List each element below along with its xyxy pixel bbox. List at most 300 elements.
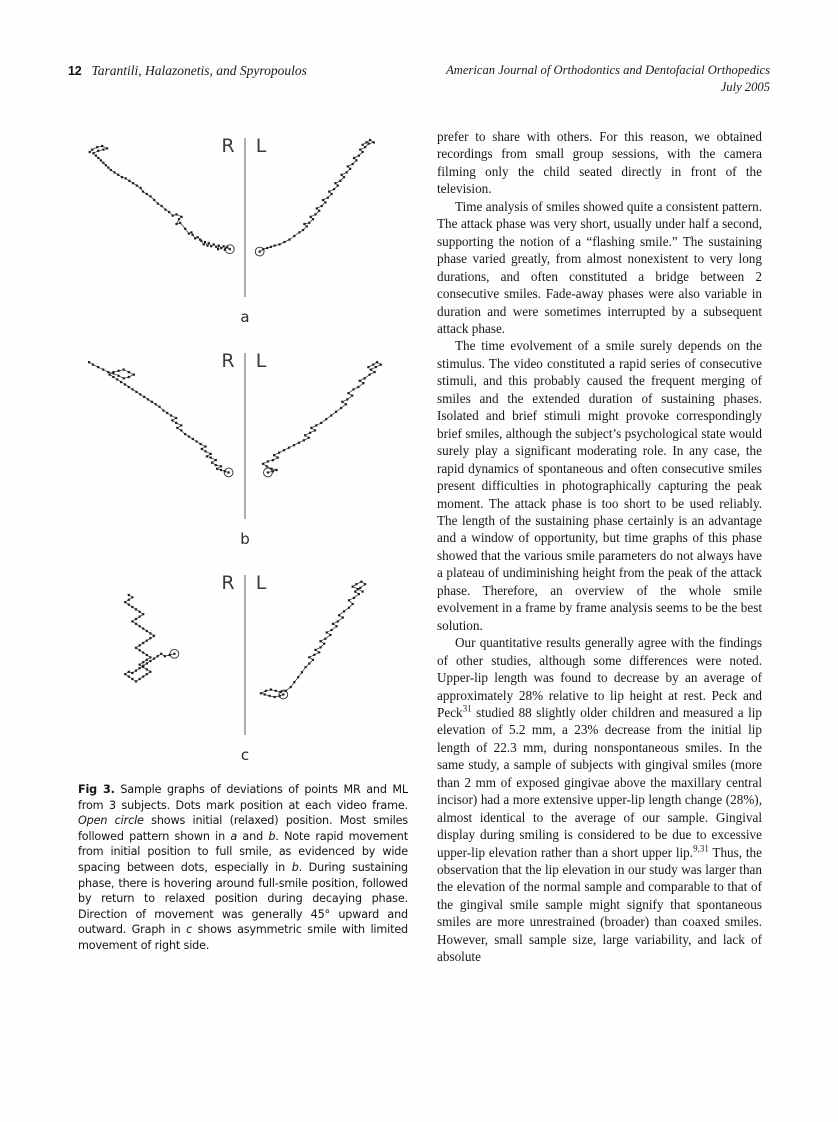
frame-dot: [324, 638, 326, 640]
frame-dot: [314, 649, 316, 651]
frame-dot: [279, 243, 281, 245]
frame-dot: [321, 205, 323, 207]
caption-italic-c: c: [186, 923, 193, 937]
frame-dot: [173, 653, 175, 655]
frame-dot: [357, 588, 359, 590]
frame-dot: [275, 690, 277, 692]
frame-dot: [359, 149, 361, 151]
frame-dot: [128, 371, 130, 373]
frame-dot: [330, 414, 332, 416]
frame-dot: [157, 203, 159, 205]
frame-dot: [160, 653, 162, 655]
frame-dot: [140, 187, 142, 189]
frame-dot: [303, 439, 305, 441]
frame-dot: [149, 660, 151, 662]
frame-dot: [107, 371, 109, 373]
frame-dot: [285, 690, 287, 692]
frame-dot: [220, 469, 222, 471]
frame-dot: [199, 443, 201, 445]
frame-dot: [228, 471, 230, 473]
body-paragraph-list: [437, 128, 762, 634]
frame-dot: [354, 591, 356, 593]
frame-dot: [331, 629, 333, 631]
frame-dot: [124, 601, 126, 603]
frame-dot: [352, 388, 354, 390]
frame-dot: [149, 671, 151, 673]
frame-dot: [131, 606, 133, 608]
frame-dot: [146, 659, 148, 661]
journal-title: American Journal of Orthodontics and Dentofacial Orthopedics: [446, 63, 770, 77]
issue-date: July 2005: [720, 79, 770, 94]
author-list: Tarantili, Halazonetis, and Spyropoulos: [91, 63, 307, 78]
frame-dot: [338, 614, 340, 616]
frame-dot: [131, 620, 133, 622]
frame-dot: [215, 246, 217, 248]
figure-3: [78, 122, 408, 954]
frame-dot: [208, 242, 210, 244]
frame-dot: [348, 607, 350, 609]
frame-dot: [139, 611, 141, 613]
frame-dot: [358, 155, 360, 157]
frame-dot: [128, 671, 130, 673]
frame-dot: [282, 693, 284, 695]
frame-dot: [319, 646, 321, 648]
frame-dot: [131, 672, 133, 674]
frame-dot: [146, 630, 148, 632]
frame-dot: [293, 444, 295, 446]
frame-dot: [142, 191, 144, 193]
last-para-part-3: Thus, the observation that the lip elevation in our study was larger than the elevation of the normal sample and comparable to that of the gingival smile sample might signify that spontaneous smiles are more unrestrained (broader) than coaxed smiles. However, small sample size, large variability, and lack of absolute: [437, 844, 762, 965]
frame-dot: [272, 459, 274, 461]
frame-dot: [309, 432, 311, 434]
frame-dot: [267, 471, 269, 473]
frame-dot: [128, 599, 130, 601]
frame-dot: [166, 412, 168, 414]
page-number: 12: [68, 64, 82, 78]
frame-dot: [267, 460, 269, 462]
frame-dot: [205, 445, 207, 447]
frame-dot: [157, 655, 159, 657]
panel-c-label-L: L: [255, 572, 267, 594]
frame-dot: [298, 442, 300, 444]
frame-dot: [283, 241, 285, 243]
panel-b-plot: [78, 337, 408, 559]
frame-dot: [224, 249, 226, 251]
frame-dot: [188, 436, 190, 438]
frame-dot: [312, 659, 314, 661]
frame-dot: [347, 165, 349, 167]
citation-ref-31: 31: [462, 703, 472, 714]
panel-b-label-L: L: [255, 350, 267, 372]
frame-dot: [146, 673, 148, 675]
frame-dot: [149, 637, 151, 639]
frame-dot: [128, 676, 130, 678]
frame-dot: [132, 388, 134, 390]
frame-dot: [175, 223, 177, 225]
frame-dot: [380, 364, 382, 366]
caption-italic-open-circle: Open circle: [78, 814, 144, 828]
frame-dot: [128, 386, 130, 388]
frame-dot: [136, 185, 138, 187]
frame-dot: [297, 676, 299, 678]
body-paragraph-2: The time evolvement of a smile surely depends on the stimulus. The video constituted a rapid series of consecutive stimuli, and this probably caused the frequent merging of smiles and the extended duration of sustaining phases. Isolated and brief stimuli might provoke correspondingly brief smiles, although the subject’s psychological state would surely play a significant moderating role. In any case, the rapid dynamics of spontaneous and often consecutive smiles present difficulties in photographically capturing the peak moment. The attack phase is too short to be used reliably. The length of the sustaining phase certainly is an advantage and a window of opportunity, but time graphs of this phase showed that the various smile parameters do not always have a plateau of undiminishing height from the peak of the attack phase. Therefore, an overview of the whole smile evolvement in a frame by frame analysis seems to be the best solution.: [437, 338, 762, 633]
panel-c-plot: [78, 559, 408, 774]
frame-dot: [308, 662, 310, 664]
frame-dot: [376, 361, 378, 363]
frame-dot: [218, 245, 220, 247]
frame-dot: [142, 613, 144, 615]
trace-line: [90, 146, 230, 250]
frame-dot: [334, 182, 336, 184]
frame-dot: [288, 447, 290, 449]
frame-dot: [168, 211, 170, 213]
frame-dot: [192, 234, 194, 236]
frame-dot: [373, 141, 375, 143]
frame-dot: [310, 427, 312, 429]
frame-dot: [149, 632, 151, 634]
frame-dot: [131, 678, 133, 680]
running-head-left: [68, 62, 307, 80]
frame-dot: [142, 628, 144, 630]
frame-dot: [146, 654, 148, 656]
frame-dot: [117, 174, 119, 176]
frame-dot: [139, 667, 141, 669]
frame-dot: [124, 383, 126, 385]
caption-text-6: shows asymmetric smile with limited movement of right side.: [78, 923, 409, 952]
frame-dot: [271, 468, 273, 470]
frame-dot: [175, 213, 177, 215]
panel-a-caption-letter: a: [240, 308, 250, 326]
frame-dot: [101, 145, 103, 147]
frame-dot: [125, 177, 127, 179]
frame-dot: [215, 464, 217, 466]
frame-dot: [158, 406, 160, 408]
frame-dot: [298, 231, 300, 233]
frame-dot: [359, 587, 361, 589]
frame-dot: [109, 374, 111, 376]
frame-dot: [97, 157, 99, 159]
frame-dot: [164, 209, 166, 211]
frame-dot: [135, 647, 137, 649]
figure-caption-label: Fig 3.: [78, 783, 115, 796]
frame-dot: [336, 625, 338, 627]
frame-dot: [211, 462, 213, 464]
frame-dot: [146, 193, 148, 195]
frame-dot: [276, 469, 278, 471]
frame-dot: [266, 247, 268, 249]
frame-dot: [180, 429, 182, 431]
frame-dot: [358, 593, 360, 595]
panel-a-label-R: R: [221, 135, 235, 157]
frame-dot: [179, 222, 181, 224]
frame-dot: [325, 418, 327, 420]
frame-dot: [139, 644, 141, 646]
trace-line: [263, 362, 381, 472]
frame-dot: [229, 248, 231, 250]
frame-dot: [359, 380, 361, 382]
frame-dot: [347, 392, 349, 394]
frame-dot: [142, 676, 144, 678]
frame-dot: [277, 457, 279, 459]
body-paragraph-last: [437, 634, 762, 966]
panel-a-plot: [78, 122, 408, 337]
frame-dot: [178, 218, 180, 220]
frame-dot: [345, 403, 347, 405]
frame-dot: [102, 162, 104, 164]
caption-italic-b2: b: [291, 860, 299, 874]
frame-dot: [143, 396, 145, 398]
frame-dot: [316, 207, 318, 209]
frame-dot: [88, 361, 90, 363]
frame-dot: [375, 366, 377, 368]
frame-dot: [351, 395, 353, 397]
frame-dot: [342, 617, 344, 619]
panel-c-caption-letter: c: [240, 746, 250, 764]
frame-dot: [278, 452, 280, 454]
frame-dot: [149, 195, 151, 197]
frame-dot: [210, 453, 212, 455]
frame-dot: [196, 440, 198, 442]
frame-dot: [372, 364, 374, 366]
frame-dot: [107, 167, 109, 169]
frame-dot: [322, 199, 324, 201]
frame-dot: [313, 654, 315, 656]
frame-dot: [155, 403, 157, 405]
frame-dot: [124, 673, 126, 675]
frame-dot: [302, 229, 304, 231]
frame-dot: [283, 449, 285, 451]
frame-dot: [128, 604, 130, 606]
frame-dot: [333, 188, 335, 190]
frame-dot: [364, 377, 366, 379]
frame-dot: [353, 157, 355, 159]
frame-dot: [102, 369, 104, 371]
frame-dot: [280, 691, 282, 693]
frame-dot: [305, 666, 307, 668]
frame-dot: [362, 382, 364, 384]
frame-dot: [121, 176, 123, 178]
frame-dot: [146, 640, 148, 642]
caption-text-5: . During sustaining phase, there is hovering around full-smile position, followed by return to relaxed position during decaying phase. Direction of movement was generally 45° upward and outward. Graph in: [78, 860, 408, 937]
frame-dot: [169, 654, 171, 656]
frame-dot: [120, 381, 122, 383]
frame-dot: [337, 185, 339, 187]
frame-dot: [220, 247, 222, 249]
frame-dot: [95, 155, 97, 157]
frame-dot: [197, 236, 199, 238]
frame-dot: [194, 237, 196, 239]
panel-b-traces: [88, 361, 382, 477]
frame-dot: [139, 616, 141, 618]
frame-dot: [343, 610, 345, 612]
frame-dot: [135, 391, 137, 393]
frame-dot: [357, 386, 359, 388]
frame-dot: [369, 374, 371, 376]
frame-dot: [210, 457, 212, 459]
frame-dot: [128, 594, 130, 596]
frame-dot: [345, 171, 347, 173]
frame-dot: [365, 141, 367, 143]
frame-dot: [142, 652, 144, 654]
frame-dot: [176, 427, 178, 429]
frame-dot: [180, 216, 182, 218]
frame-dot: [364, 583, 366, 585]
caption-text-1: Sample graphs of deviations of points MR and ML from 3 subjects. Dots mark position at each video frame.: [78, 783, 408, 812]
frame-dot: [139, 664, 141, 666]
frame-dot: [339, 180, 341, 182]
frame-dot: [142, 661, 144, 663]
frame-dot: [128, 376, 130, 378]
frame-dot: [312, 218, 314, 220]
frame-dot: [308, 437, 310, 439]
frame-dot: [153, 635, 155, 637]
frame-dot: [304, 434, 306, 436]
frame-dot: [352, 163, 354, 165]
frame-dot: [346, 398, 348, 400]
figure-panel-a: [78, 122, 408, 337]
frame-dot: [303, 223, 305, 225]
frame-dot: [349, 168, 351, 170]
frame-dot: [171, 419, 173, 421]
frame-dot: [264, 693, 266, 695]
frame-dot: [135, 670, 137, 672]
frame-dot: [274, 245, 276, 247]
frame-dot: [170, 414, 172, 416]
frame-dot: [318, 210, 320, 212]
frame-dot: [310, 216, 312, 218]
frame-dot: [142, 642, 144, 644]
frame-dot: [112, 376, 114, 378]
frame-dot: [139, 678, 141, 680]
trace-line: [260, 140, 374, 252]
panel-c-label-R: R: [221, 572, 235, 594]
frame-dot: [352, 603, 354, 605]
frame-dot: [135, 618, 137, 620]
frame-dot: [142, 666, 144, 668]
frame-dot: [319, 640, 321, 642]
frame-dot: [226, 246, 228, 248]
running-head-right: [446, 62, 770, 95]
frame-dot: [112, 372, 114, 374]
frame-dot: [352, 586, 354, 588]
frame-dot: [329, 634, 331, 636]
frame-dot: [262, 248, 264, 250]
frame-dot: [188, 233, 190, 235]
frame-dot: [290, 686, 292, 688]
frame-dot: [288, 239, 290, 241]
frame-dot: [203, 243, 205, 245]
citation-ref-9-31: 9,31: [693, 843, 709, 854]
frame-dot: [331, 193, 333, 195]
frame-dot: [184, 433, 186, 435]
body-paragraph-1: Time analysis of smiles showed quite a consistent pattern. The attack phase was very short, usually under half a second, supporting the notion of a “flashing smile.” The sustaining phase varied greatly, from almost nonexistent to very long durations, and often constituted a bridge between 2 consecutive smiles. Fade-away phases were also variable in duration and were sometimes interrupted by a subsequent attack phase.: [437, 198, 762, 336]
frame-dot: [89, 151, 91, 153]
frame-dot: [369, 139, 371, 141]
frame-dot: [199, 239, 201, 241]
caption-text-3: and: [237, 829, 269, 843]
frame-dot: [217, 248, 219, 250]
frame-dot: [153, 658, 155, 660]
trace-line: [261, 582, 365, 697]
frame-dot: [132, 182, 134, 184]
frame-dot: [184, 228, 186, 230]
figure-caption: [78, 782, 408, 954]
frame-dot: [370, 369, 372, 371]
frame-dot: [314, 213, 316, 215]
frame-dot: [270, 689, 272, 691]
left-column: [78, 122, 408, 954]
frame-dot: [91, 149, 93, 151]
frame-dot: [147, 398, 149, 400]
frame-dot: [273, 454, 275, 456]
frame-dot: [149, 656, 151, 658]
frame-dot: [100, 159, 102, 161]
frame-dot: [223, 245, 225, 247]
frame-dot: [105, 164, 107, 166]
panel-a-label-L: L: [255, 135, 267, 157]
frame-dot: [328, 191, 330, 193]
figure-panel-c: [78, 559, 408, 774]
frame-dot: [279, 695, 281, 697]
frame-dot: [175, 422, 177, 424]
frame-dot: [326, 631, 328, 633]
frame-dot: [206, 455, 208, 457]
frame-dot: [260, 692, 262, 694]
frame-dot: [146, 662, 148, 664]
frame-dot: [102, 149, 104, 151]
frame-dot: [205, 450, 207, 452]
frame-dot: [139, 393, 141, 395]
frame-dot: [272, 470, 274, 472]
panel-b-caption-letter: b: [240, 530, 250, 548]
frame-dot: [96, 146, 98, 148]
frame-dot: [135, 608, 137, 610]
frame-dot: [139, 625, 141, 627]
frame-dot: [374, 371, 376, 373]
frame-dot: [308, 656, 310, 658]
frame-dot: [315, 424, 317, 426]
frame-dot: [337, 620, 339, 622]
last-para-part-1: Our quantitative results generally agree with the findings of other studies, although some differences were noted. Upper-lip length was found to decrease by an average of approximately 28% relative to lip height at rest. Peck and Peck: [437, 635, 762, 720]
frame-dot: [314, 429, 316, 431]
frame-dot: [131, 596, 133, 598]
frame-dot: [97, 366, 99, 368]
frame-dot: [355, 159, 357, 161]
frame-dot: [259, 251, 261, 253]
frame-dot: [192, 438, 194, 440]
frame-dot: [362, 591, 364, 593]
frame-dot: [269, 695, 271, 697]
frame-dot: [161, 205, 163, 207]
frame-dot: [293, 681, 295, 683]
frame-dot: [216, 468, 218, 470]
frame-dot: [128, 180, 130, 182]
running-head: [68, 62, 770, 106]
frame-dot: [362, 144, 364, 146]
frame-dot: [180, 424, 182, 426]
frame-dot: [340, 407, 342, 409]
frame-dot: [293, 235, 295, 237]
frame-dot: [106, 147, 108, 149]
frame-dot: [367, 366, 369, 368]
frame-dot: [341, 174, 343, 176]
frame-dot: [324, 201, 326, 203]
frame-dot: [135, 680, 137, 682]
frame-dot: [318, 651, 320, 653]
frame-dot: [123, 369, 125, 371]
frame-dot: [215, 459, 217, 461]
frame-dot: [341, 401, 343, 403]
